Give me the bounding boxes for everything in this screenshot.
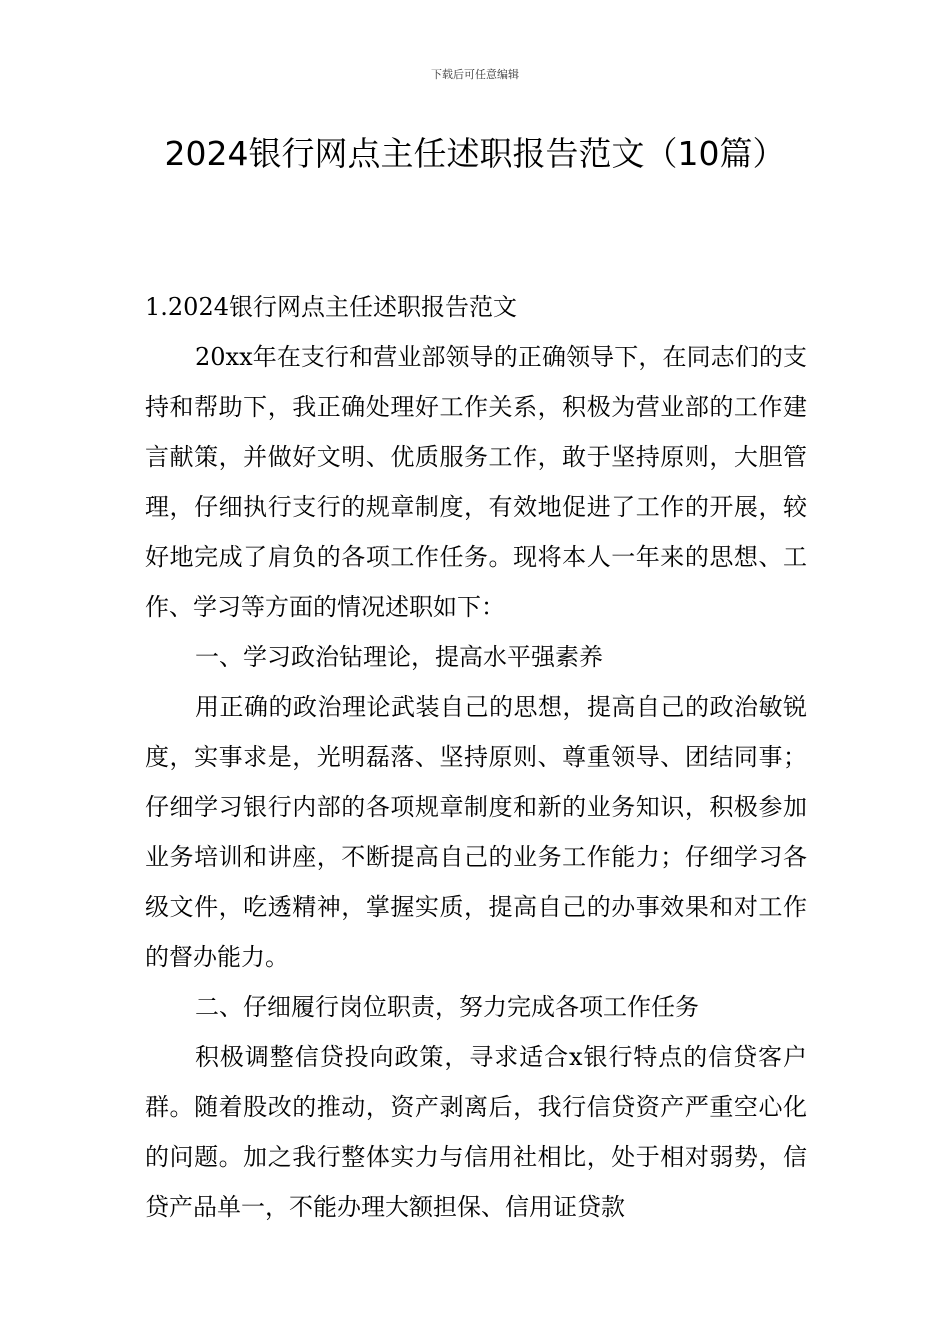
subheading-politics-study: 一、学习政治钻理论，提高水平强素养 <box>195 643 603 671</box>
header-note: 下载后可任意编辑 <box>431 68 519 81</box>
document-title: 2024银行网点主任述职报告范文（10篇） <box>164 134 786 173</box>
subheading-job-duties: 二、仔细履行岗位职责，努力完成各项工作任务 <box>195 993 699 1021</box>
intro-paragraph: 20xx年在支行和营业部领导的正确领导下，在同志们的支持和帮助下，我正确处理好工作关系，积极为营业部的工作建言献策，并做好文明、优质服务工作，敢于坚持原则，大胆管理，仔细执行支行的规章制度，有效地促进了工作的开展，较好地完成了肩负的各项工作任务。现将本人一年来的思想、工作、学习等方面的情况述职如下： <box>145 343 807 621</box>
document-body <box>145 282 807 1232</box>
politics-study-paragraph: 用正确的政治理论武装自己的思想，提高自己的政治敏锐度，实事求是，光明磊落、坚持原则、尊重领导、团结同事；仔细学习银行内部的各项规章制度和新的业务知识，积极参加业务培训和讲座，不断提高自己的业务工作能力；仔细学习各级文件，吃透精神，掌握实质，提高自己的办事效果和对工作的督办能力。 <box>145 693 807 971</box>
job-duties-paragraph: 积极调整信贷投向政策，寻求适合x银行特点的信贷客户群。随着股改的推动，资产剥离后，我行信贷资产严重空心化的问题。加之我行整体实力与信用社相比，处于相对弱势，信贷产品单一，不能办理大额担保、信用证贷款 <box>145 1043 807 1221</box>
section-heading: 1.2024银行网点主任述职报告范文 <box>145 293 517 321</box>
